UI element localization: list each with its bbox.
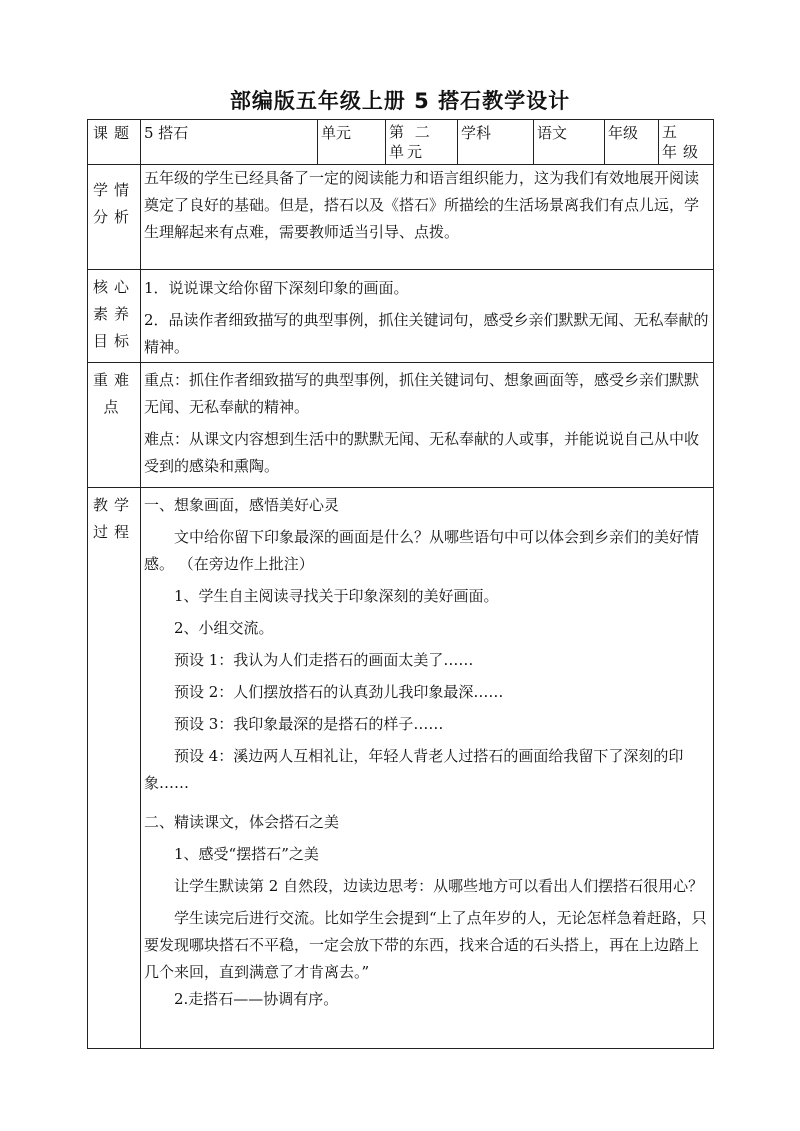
key-point-text: 重点：抓住作者细致描写的典型事例，抓住关键词句、想象画面等，感受乡亲们默默无闻、无私奉献的精神。 xyxy=(144,371,700,416)
process-paragraph: 1、学生自主阅读寻找关于印象深刻的美好画面。 xyxy=(174,587,499,605)
topic-label: 课题 xyxy=(88,120,141,165)
preset-item: 预设 4：溪边两人互相礼让，年轻人背老人过搭石的画面给我留下了深刻的印象…… xyxy=(144,747,684,792)
process-paragraph: 文中给你留下印象最深的画面是什么？从哪些语句中可以体会到乡亲们的美好情感。 （在旁边作上批注） xyxy=(144,528,700,573)
process-row xyxy=(88,488,714,1049)
process-paragraph: 2.走搭石——协调有序。 xyxy=(174,990,339,1008)
subject-label: 学科 xyxy=(458,120,534,165)
process-paragraph: 2、小组交流。 xyxy=(174,619,274,637)
header-row xyxy=(88,120,714,165)
page-title: 部编版五年级上册 5 搭石教学设计 xyxy=(229,89,571,113)
goals-label: 核心素养目标 xyxy=(88,270,141,363)
topic-value: 5 搭石 xyxy=(141,120,318,165)
subject-value: 语文 xyxy=(534,120,605,165)
goals-row xyxy=(88,270,714,363)
difficulty-text: 难点：从课文内容想到生活中的默默无闻、无私奉献的人或事，并能说说自己从中收受到的感染和熏陶。 xyxy=(144,430,700,475)
process-paragraph: 学生读完后进行交流。比如学生会提到“上了点年岁的人，无论怎样急着赶路，只要发现哪块搭石不平稳，一定会放下带的东西，找来合适的石头搭上，再在上边踏上几个来回，直到满意了才肯离去。” xyxy=(144,909,707,981)
analysis-label: 学情分析 xyxy=(88,165,141,270)
process-label: 教学过程 xyxy=(88,488,141,1049)
unit-value: 第 二 单元 xyxy=(386,120,458,165)
analysis-row xyxy=(88,165,714,270)
preset-item: 预设 2：人们摆放搭石的认真劲儿我印象最深…… xyxy=(174,683,504,701)
grade-value: 五 年级 xyxy=(659,120,714,165)
section-heading: 一、想象画面，感悟美好心灵 xyxy=(144,496,340,514)
key-points-row xyxy=(88,363,714,488)
analysis-text: 五年级的学生已经具备了一定的阅读能力和语言组织能力，这为我们有效地展开阅读奠定了良好的基础。但是，搭石以及《搭石》所描绘的生活场景离我们有点儿远，学生理解起来有点难，需要教师适当引导、点拨。 xyxy=(141,165,714,270)
section-heading: 二、精读课文，体会搭石之美 xyxy=(144,813,340,831)
goal-item: 2．品读作者细致描写的典型事例，抓住关键词句，感受乡亲们默默无闻、无私奉献的精神。 xyxy=(144,311,709,356)
process-paragraph: 让学生默读第 2 自然段，边读边思考：从哪些地方可以看出人们摆搭石很用心？ xyxy=(174,877,704,895)
grade-label: 年级 xyxy=(605,120,659,165)
preset-item: 预设 3：我印象最深的是搭石的样子…… xyxy=(174,715,444,733)
lesson-plan-table xyxy=(87,119,714,1049)
process-paragraph: 1、感受“摆搭石”之美 xyxy=(174,845,319,863)
key-points-label: 重难点 xyxy=(88,363,141,488)
preset-item: 预设 1：我认为人们走搭石的画面太美了…… xyxy=(174,651,474,669)
unit-label: 单元 xyxy=(318,120,386,165)
goal-item: 1．说说课文给你留下深刻印象的画面。 xyxy=(144,279,409,297)
